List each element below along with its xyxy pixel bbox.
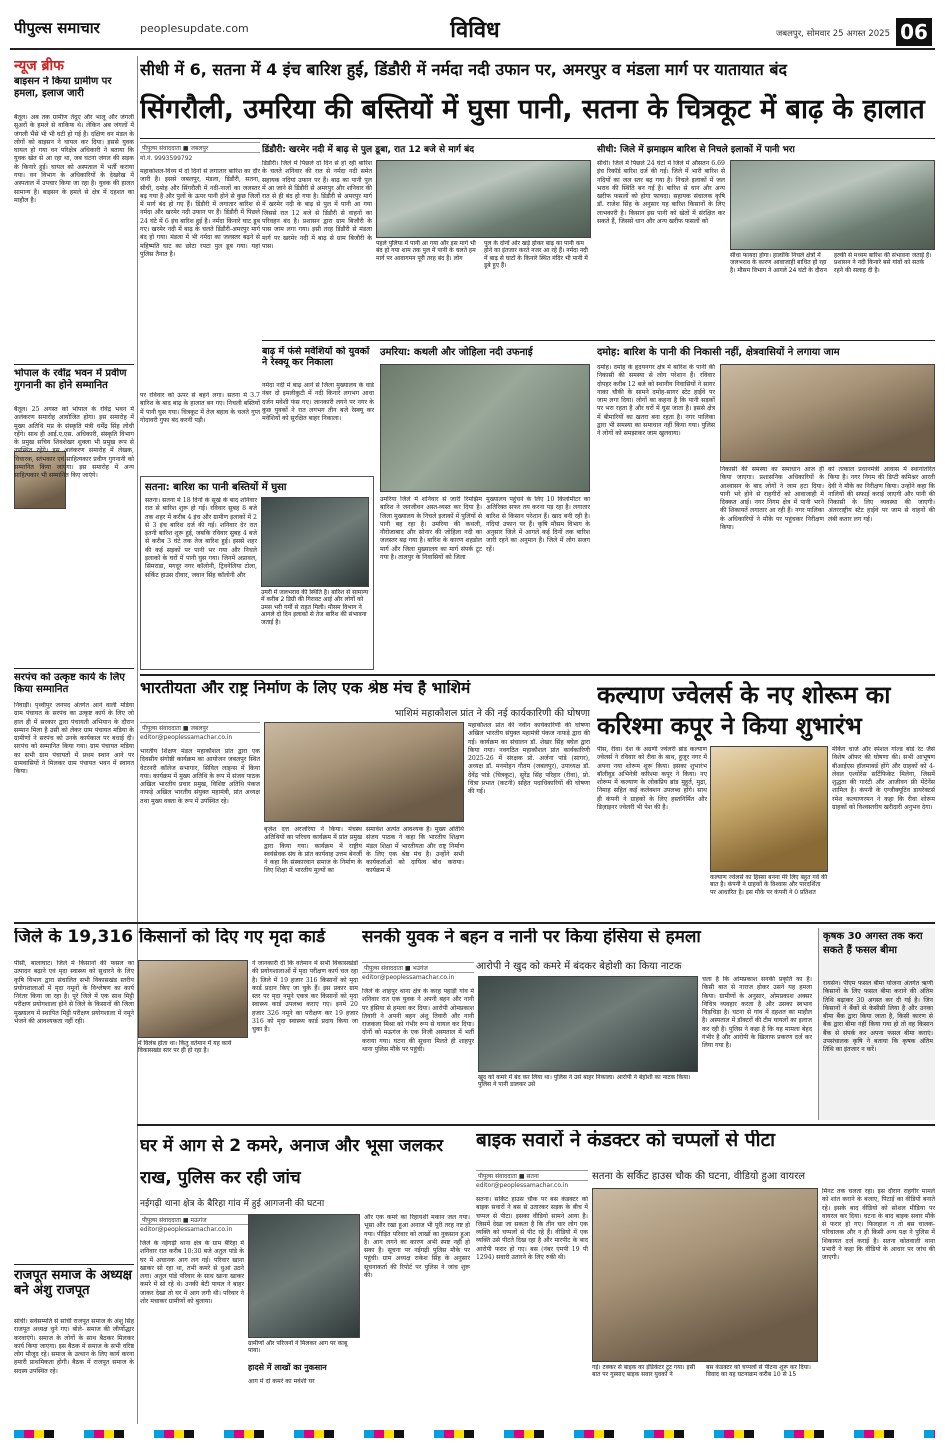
soil-text: पीसीं, बालाघाट। जिले में किसानों की फसल का उत्पादन बढ़ाने एवं मृदा स्वास्थ्य को सुधारने के लिए कृषि विभाग द्वारा संचालित सभी विकासखंड स्तरीय प्रयोगशालाओं में मृदा नमूनों के विश्लेषण का कार्य निरंतर किया जा रहा है। पूरे जिले में एक साथ मिट्टी परीक्षण प्रयोगशाला होने से जिले के किसानों की जिला मुख्यालय में स्थापित मिट्टी परीक्षण प्रयोगशाला में नमूने भेजने की आवश्यकता नहीं रही। xyxy=(14,960,134,1026)
dindori-photo-caption-2: पुल के दोनों ओर खड़े होकर बाढ़ का पानी कम होने का इंतजार करते नजर आ रहे हैं। नर्मदा नदी में बाढ़ से घाटों के किनारे स्थित मंदिर भी पानी में डूबे हुए हैं। xyxy=(484,240,591,330)
bhashim-text-2: बृजेश दत्त अरजरिया ने किया। मंचस्थ अतिथियों का परिचय कार्यक्रम में प्रांत प्रमुख द्वारा किया गया। कार्यक्रम में राष्ट्रीय स्वयंसेवक संघ के प्रांत कार्यवाह उत्तम बेनर्जी ने कहा कि संस्कारवान समाज के निर्माण के लिए शिक्षा में भारतीय मूल्यों का xyxy=(264,826,362,875)
kalyan-text: पीस, रीवा। देश के अग्रणी ज्वेलरी ब्रांड कल्याण ज्वेलर्स ने रविवार को रीवा के बाथ, हुजूर नगर में अपना नया शोरूम शुरू किया। इसका शुभारंभ बॉलीवुड अभिनेत्री करिश्मा कपूर ने किया। नए शोरूम में कल्याण के लोकप्रिय ब्रांड मुहूर्त, मुद्रा, निमाह सहित कई कलेक्शन उपलब्ध होंगे। साथ ही कंपनी ने ग्राहकों के लिए हस्तनिर्मित और डिज़ाइनर ज्वेलरी भी पेश की है। xyxy=(597,746,707,812)
bike-headline: बाइक सवारों ने कंडक्टर को चप्पलों से पीटा xyxy=(476,1130,776,1151)
brief-3-text: निवाड़ी। पृथ्वीपुर जनपद अंतर्गत आने वाली मडिया ग्राम पंचायत के सरपंच का उत्कृष्ट कार्य के लिए जो हाल ही में सरकार द्वारा पंचायती अभियान के दौरान सम्मान मिला है उसी को लेकर ग्राम पंचायत मडिया के ग्रामीणों ने सरपंच को उनके कार्यकाल पर बधाई दी। सरपंच को सम्मानित किया गया। ग्राम पंचायत मडिया का सभी ग्राम पंचायतों में प्रथम स्थान आने पर ग्रामवासियों ने मिलकर ग्राम पंचायत भवन में स्वागत किया। xyxy=(14,702,134,776)
bhashim-text-4: महाकौशल प्रांत की नवीन कार्यकारिणी की घोषणा अखिल भारतीय संयुक्त महामंत्री पंकज नाफड़े द्वारा की गई। कार्यक्रम का संचालन डॉ. शेखर सिंह बघेल द्वारा किया गया। नवगठित महाकौशल प्रांत कार्यकारिणी 2025-26 में संरक्षक प्रो. अर्जना पांडे (सागर), अध्यक्ष डॉ. मनमोहन गौतम (जबलपुर), उपाध्यक्ष डॉ. देवेंद्र पांडे (चित्रकूट), सुरेंद्र सिंह परिहार (रीवा), प्रो. चित्रा प्रभात (कटनी) सहित पदाधिकारियों की घोषणा की गई। xyxy=(468,722,590,796)
insurance-headline: कृषक 30 अगस्त तक करा सकते हैं फसल बीमा xyxy=(823,931,923,956)
news-brief-column xyxy=(14,56,134,1424)
bike-text-2: मिनट तक चलता रहा। इस दौरान राहगीर मामले को शांत कराने के बजाए, पिटाई का वीडियो बनाते रहे। इसके बाद वीडियो को सोशल मीडिया पर वायरल कर दिया। घटना के बाद बाइक सवार मौके से फरार हो गए। फिलहाल न तो बस चालक-परिचालक और न ही किसी अन्य पक्ष ने पुलिस में शिकायत दर्ज कराई है। सतना कोतवाली थाना प्रभारी ने कहा कि वीडियो के आधार पर जांच की जाएगी। xyxy=(822,1188,935,1262)
soil-photo xyxy=(138,960,248,1038)
fire-byline: पीपुल्स संवाददाता ■ मऊगंज xyxy=(140,1214,250,1225)
bike-byline: पीपुल्स संवाददाता ■ सतना xyxy=(476,1170,588,1181)
damoh-headline: दमोह: बारिश के पानी की निकासी नहीं, क्षेत्रवासियों ने लगाया जाम xyxy=(597,347,840,358)
satna-photo xyxy=(261,497,369,587)
insurance-box xyxy=(818,928,935,1120)
dindori-photo-caption-1: पहले पुलिया में पानी आ गया और इस मार्ग भी बंद हो गया शाम तक पुल में पानी के चलते हम मार्ग पर आवागमन पूरी तरह बंद है। लोग xyxy=(376,240,481,330)
bhashim-email[interactable]: editor@peoplessamachar.co.in xyxy=(140,734,233,741)
sickle-accused-photo xyxy=(478,976,698,1072)
brief-1-text: बैतूल। अब तक ग्रामीण तेंदुए और भालू और जंगली सुअरों के हमले से वाकिफ थे। लेकिन अब जंगलों में जंगली भैंसे भी भी घटी हो गई है। दक्षिण वन मंडल के लोगों को बाइसन ने घायल कर दिया। इससे युवक घायल हो गया वन परिक्षेत्र अधिकारी ने बताया कि युवक खेत से आ रहा था, जब घटना जंगल की सड़क के किनारे हुई। घायल को अस्पताल में भर्ती कराया गया। वन विभाग के अधिकारियों के देखरेख में अस्पताल में उपचार किया जा रहा है। युवक की हालत सामान्य है। बाइसन के हमले से क्षेत्र में दहशत का माहौल है। xyxy=(14,114,134,204)
umaria-headline: उमरिया: कथली और जोहिला नदी उफनाई xyxy=(380,347,533,358)
brief-3-title: सरपंच को उत्कृष्ट कार्य के लिए किया सम्मानित xyxy=(14,672,125,695)
site-url[interactable]: peoplesupdate.com xyxy=(140,22,249,35)
section-title: विविध xyxy=(450,18,500,42)
brief-1-title: बाइसन ने किया ग्रामीण पर हमला, इलाज जारी xyxy=(14,76,112,99)
fire-text-2: और एक कमरे का रिहायशी मकान जल गया। भूसा और रखा हुआ अनाज भी पूरी तरह नष्ट हो गया। पीड़ित परिवार को लाखों का नुकसान हुआ है। आग लगने का कारण अभी स्पष्ट नहीं हो सका है। सूचना पर नईगढ़ी पुलिस मौके पर पहुंची। ग्राम अध्यक्ष राकेश सिंह के अनुसार सूचनाकर्ता की रिपोर्ट पर पुलिस ने जांच शुरू की। xyxy=(364,1214,470,1280)
bike-subhead: सतना के सर्किट हाउस चौक की घटना, वीडियो हुआ वायरल xyxy=(592,1171,806,1182)
damoh-protest-photo xyxy=(720,364,935,462)
satna-headline: सतना: बारिश का पानी बस्तियों में घुसा xyxy=(145,482,287,493)
fire-subhead: नईगढ़ी थाना क्षेत्र के बैरिहा गांव में हुई आगजनी की घटना xyxy=(140,1199,325,1209)
umaria-text-1: उमरिया जिले में शनिवार से जारी रिमझिम बारिश ने जनजीवन अस्त-व्यस्त कर दिया है। जिला मुख्यालय के निचले इलाकों में पुलियों से पानी बह रहा है। उमरिया की कथली, नौरोजाबाद और सोनार की जोहिला नदी का जलस्तर बढ़ गया है। बारिश के कारण शहडोल मार्ग और जिला मुख्यालय का मार्ग संपर्क टूट गया है। तालपुर के निवासियों को जिला xyxy=(380,496,482,562)
bhashim-text-3: समावेश अत्यंत आवश्यक है। मुख्य अतिथि संजय पाठक ने कहा कि भारतीय शिक्षण मंडल शिक्षा में भारतीयता और राष्ट्र निर्माण के लिए एक श्रेष्ठ मंच है। उन्होंने सभी कार्यकर्ताओं को दायित्व बोध कराया। कार्यक्रम में xyxy=(366,826,464,875)
kalyan-caption: कल्याण ज्वेलर्स का हिस्सा बनना मेरे लिए बहुत गर्व की बात है। कंपनी ने ग्राहकों के विश्वास और पारदर्शिता पर आधारित है। इस मौके पर कंपनी ने 0 प्रतिशत xyxy=(710,874,828,918)
sidhi-subhead: सीधी: जिले में झमाझम बारिश से निचले इलाकों में पानी भरा xyxy=(597,145,795,155)
lead-phone: मो.नं. 9993599792 xyxy=(140,155,193,162)
bike-caption-1: गई। टक्कर से बाइक का इंडिकेटर टूट गया। इसी बात पर गुस्साए बाइक सवार युवकों ने xyxy=(592,1364,702,1422)
sickle-caption: खुद को कमरे में बंद कर लिया था। पुलिस ने उसे बाहर निकाला। आरोपी ने बेहोशी का नाटक किया। पुलिस ने पानी डालकर उसे xyxy=(478,1074,698,1120)
brief-2-title: भोपाल के रवींद्र भवन में प्रवीण गुगनानी का होने सम्मानित xyxy=(14,368,127,391)
masthead xyxy=(0,0,945,50)
sidhi-photo-caption-1: सीधा फायदा होगा। हालांकि निचले क्षेत्रों में जलभराव के कारण आवाजाही बाधित हो रहा है। मौसम विभाग ने आगले 24 घंटों के दौरान xyxy=(730,252,830,332)
lead-kicker: सीधी में 6, सतना में 4 इंच बारिश हुई, डिंडौरी में नर्मदा नदी उफान पर, अमरपुर व मंडला मार्ग पर यातायात बंद xyxy=(140,60,787,79)
satna-photo-caption: उमरी में जलभराव की स्थिति है। बारिश से सामान्य में करीब 2 डिग्री की गिरावट आई और लोगों को उमस भरी गर्मी से राहत मिली। मौसम विभाग ने आगले दो दिन इलाकों से तेज बारिश की संभावना जताई है। xyxy=(261,589,369,667)
fire-caption: ग्रामीणों और परिजनों ने मिलकर आग पर काबू पाया। xyxy=(248,1340,360,1360)
soil-text-2: ने जानकारी दी कि वर्तमान में सभी विकासखंडों की प्रयोगशालाओं में मृदा परीक्षण कार्य चल रहा है। जिले में 19 हजार 316 किसानों को मृदा कार्ड प्रदान किए जा चुके हैं। इस प्रकार ग्राम स्तर पर मृदा नमूने एकत्र कर किसानों को मृदा स्वास्थ्य कार्ड उपलब्ध कराए गए। इनमें 20 हजार 326 नमूने का परीक्षण कर 19 हजार 316 को मृदा स्वास्थ्य कार्ड प्रदाय किया जा चुका है। xyxy=(252,960,358,1034)
sidhi-photo-caption-2: हल्की से मध्यम बारिश की संभावना जताई है। प्रशासन ने नदी किनारे बसे गांवों को सतर्क रहने की सलाह दी है। xyxy=(834,252,935,332)
soil-caption: में विलंब होता था। किंतु वर्तमान में यह कार्य विकासखंड स्तर पर ही हो रहा है। xyxy=(138,1040,248,1120)
fire-caption-head: हादसे में लाखों का नुकसान xyxy=(248,1363,327,1372)
bike-text: सतना। सर्किट हाउस चौक पर बस कंडक्टर को बाइक सवारों ने बस से उतारकर सड़क के बीच में चप्पल से पीटा। इसका वीडियो सामने आया है। जिसमें देखा जा सकता है कि तीन चार लोग एक व्यक्ति को चप्पलों से पीट रहे हैं। वीडियो में एक व्यक्ति उसे पीटते दिख रहा है और मारपीट के बाद आरोपी फरार हो गए। बस (नंबर एमपी 19 पी 1294) सवारी उतारने के लिए रुकी थी। xyxy=(476,1196,588,1262)
lead-headline: सिंगरौली, उमरिया की बस्तियों में घुसा पानी, सतना के चित्रकूट में बाढ़ के हालात xyxy=(140,94,925,125)
dindori-text: डिंडौरी। जिले में पिछले दो दिन से हो रही बारिश के चलते शनिवार की रात से नर्मदा नदी समेत सहायक नदियां उफान पर हैं। बाढ़ का पानी पुल में आ जाने से डिंडौरी से अमरपुर और शनिवार की रात से ही बंद हो गया है। डिंडौरी से अमरपुर मार्ग में खरमेर नदी के बाढ़ से पुल में पानी आ गया जिससे रात 12 बजे से डिंडौरी से वाहनों का परिवहन बंद है। प्रशासन द्वारा ग्राम बिजौरी के पास जाम लगा गया। इसी तरह डिंडौरी से मंडला मार्ग पर खरमेर नदी में बाढ़ से ग्राम बिजौरी के पास। xyxy=(262,160,372,250)
brief-2-text: बैतूल। 25 अगस्त को भोपाल के रविंद्र भवन में अलंकरण समारोह आयोजित होगा। इस समारोह में मुख्य अतिथि मप्र के संस्कृति मंत्री धर्मेंद्र सिंह लोधी रहेंगे। साथ ही आई.ए.एस. अधिकारी, संस्कृति विभाग के प्रमुख सचिव शिवशेखर शुक्ला भी प्रमुख रूप से उपस्थित रहेंगे। इस अलंकरण समारोह में लेखक, विचारक, स्तंभकार एवं साहित्यकार प्रवीण गुगनानी को सम्मानित किया जाएगा। इस समारोह में अन्य साहित्यकार भी सम्मानित किए जाएंगे। xyxy=(14,406,134,480)
dindori-subhead: डिंडौरी: खरमेर नदी में बाढ़ से पुल डूबा, रात 12 बजे से मार्ग बंद xyxy=(262,145,475,155)
sickle-subhead: आरोपी ने खुद को कमरे में बंदकर बेहोशी का किया नाटक xyxy=(476,961,682,972)
brief-4-title: राजपूत समाज के अध्यक्ष बने अंशु राजपूत xyxy=(14,1268,132,1298)
insurance-text: रायसेन। पीएम फसल बीमा योजना अंतर्गत ऋणी किसानों के लिए फसल बीमा कराने की अंतिम तिथि बढ़ाकर 30 अगस्त कर दी गई है। जिन किसानों ने बैंकों से केसीसी लिया है और उनका बीमा बैंक द्वारा किया जाता है, किसी कारण से बैंक द्वारा बीमा नहीं किया गया हो तो वह किसान बैंक से संपर्क कर अपना फसल बीमा कराएं। उपसंचालक कृषि ने बताया कि कृषक अंतिम तिथि का इंतजार न करें। xyxy=(823,980,933,1054)
bhashim-group-photo xyxy=(264,722,464,822)
sickle-byline: पीपुल्स संवाददाता ■ भउगंज xyxy=(362,962,474,973)
fire-headline: घर में आग से 2 कमरे, अनाज और भूसा जलकर राख, पुलिस कर रही जांच xyxy=(140,1136,444,1188)
sidhi-flood-photo xyxy=(730,160,935,250)
satna-text: सतना। सतना में 18 दिनों के सूखे के बाद शनिवार रात से बारिश शुरू हो गई। रविवार सुबह 8 बजे तक शहर में करीब 4 इंच और ग्रामीण इलाकों में 2 से 3 इंच बारिश दर्ज की गई। शनिवार देर रात इतनी बारिश शुरू हुई, जबकि रविवार सुबह 4 बजे से करीब 3 घंटे तक तेज बारिश हुई। इससे शहर की कई सड़कों पर पानी भर गया और निचले इलाकों के घरों में पानी घुस गया। जिनमें अप्रावल, सिमराडा, मगदूर नगर कॉलोनी, ट्रिवनेलिया टोला, सर्किट हाउस दीवार, जवान सिंह कॉलोनी और xyxy=(145,497,257,579)
satna-box xyxy=(140,476,374,670)
damoh-text-3: को तत्काल प्रधानमंत्री आवास में स्थानांतरित किया है। नगर निगम की डिप्टी कमिश्नर आरती देवी ने मौके का निरीक्षण किया। उन्होंने कहा कि नालियों की सफाई कराई जाएगी और पानी की निकासी के लिए व्यवस्था की जाएगी। अंतरराष्ट्रीय स्टेट हाईवे पर जाम से वाहनों की लंबी कतार लग गई। xyxy=(828,466,935,523)
dindori-flood-photo xyxy=(376,160,591,238)
damoh-text-2: निकासी की समस्या का समाधान आज ही किया जाएगा। प्रशासनिक अधिकारियों के आश्वासन के बाद लोगों ने जाम हटा दिया। पानी भरे होने से राहगीरों को आवाजाही में दिक्कत आई। नगर निगम क्षेत्र में पानी भरने की शिकायतें लगातार आ रही हैं। नगर पालिका के अधिकारियों ने मौके पर पहुंचकर निरीक्षण किया। xyxy=(720,466,824,532)
edition-date: जबलपुर, सोमवार 25 अगस्त 2025 xyxy=(775,29,890,39)
sickle-text: जिले के शाहपुर थाना क्षेत्र के करह पहाड़ी गांव में शनिवार रात एक युवक ने अपनी बहन और नानी पर हंसिया से हमला कर दिया। आरोपी ओमप्रकाश तिवारी ने अपनी बहन अंशु तिवारी और नानी राजकला मिश्रा को गंभीर रूप से घायल कर दिया। दोनों को मऊगंज के एक निजी अस्पताल में भर्ती कराया गया। घटना की सूचना मिलते ही शाहपुर थाना पुलिस मौके पर पहुंची। xyxy=(362,988,474,1054)
fire-damage-photo xyxy=(248,1214,360,1338)
fire-text-3: आग में दो कमरे का मवेशी घर xyxy=(248,1378,315,1385)
bhashim-text-1: भारतीय शिक्षण मंडल महाकौशल प्रांत द्वारा एक दिवसीय संगोष्ठी कार्यक्रम का आयोजन जबलपुर स्थित वेटरनरी कॉलेज सभागार, सिविल लाइन्स में किया गया। कार्यक्रम में मुख्य अतिथि के रूप में संजय पाठक अखिल भारतीय प्रचार प्रमुख, विशिष्ट अतिथि पंकज नाफड़े अखिल भारतीय संयुक्त महामंत्री, प्रांत अध्यक्ष तथा मुख्य वक्ता के रूप में उपस्थित रहे। xyxy=(140,748,260,805)
bhashim-byline: पीपुल्स संवाददाता ■ जबलपुर xyxy=(140,722,260,733)
lead-byline: पीपुल्स संवाददाता ■ जबलपुर xyxy=(140,142,260,153)
page-number: 06 xyxy=(896,18,932,46)
bhashim-headline: भारतीयता और राष्ट्र निर्माण के लिए एक श्रेष्ठ मंच है भाशिमं xyxy=(140,680,471,697)
rescue-headline: बाढ़ में फंसे मवेशियों को युवकों ने रेस्क्यू कर निकाला xyxy=(262,346,370,368)
fire-email[interactable]: editor@peoplessamachar.co.in xyxy=(140,1226,233,1233)
kalyan-showroom-photo xyxy=(710,746,828,872)
kalyan-headline: कल्याण ज्वेलर्स के नए शोरूम का करिश्मा कपूर ने किया शुभारंभ xyxy=(597,681,891,740)
bhashim-subhead: भाशिमं महाकौशल प्रांत ने की नई कार्यकारिणी की घोषणा xyxy=(394,708,590,719)
rescue-text: नर्मदा नदी में बाढ़ आने से जिला मुख्यालय के वार्ड नंबर दो इमलीकुटी में नदी किनारे लगभग आधा दर्जन मवेशी फंस गए। जानकारी लगने पर नगर के कुछ युवकों ने रात लगभग तीन बजे रेस्क्यू कर मवेशियों को सुरक्षित बाहर निकाला। xyxy=(262,382,374,423)
brief-4-text: सांची। सर्वसम्मति से सांची राजपूत समाज के अंशु सिंह राजपूत अध्यक्ष चुने गए। बोले- समाज की जीर्णोद्धार करवाएंगे। समाज के लोगों के साथ बैठकर मिलकर कार्य किया जाएगा। इस बैठक में समाज के सभी वरिष्ठ लोग मौजूद रहे। समाज के उत्थान के लिए कार्य करना हमारी प्राथमिकता होगी। बैठक में राजपूत समाज के सदस्य उपस्थित रहे। xyxy=(14,1318,134,1375)
sickle-text-2: चला है कि ओमप्रकाश सनकी प्रकृति का है। किसी बात से नाराज होकर उसने यह हमला किया। ग्रामीणों के अनुसार, ओमप्रकाश अक्सर विचित्र व्यवहार करता है और उसका स्वभाव चिड़चिड़ा है। घटना से गांव में दहशत का माहौल है। अस्पताल में डॉक्टरों की टीम घायलों का इलाज कर रही है। पुलिस ने कहा है कि यह मामला बेहद गंभीर है और आरोपी के खिलाफ प्रकरण दर्ज कर लिया गया है। xyxy=(702,976,812,1050)
umaria-river-photo xyxy=(380,364,590,492)
soil-headline: जिले के 19,316 किसानों को दिए गए मृदा कार्ड xyxy=(14,928,326,947)
bike-caption-2: बस कंडक्टर को चप्पलों से पीटना शुरू कर दिया। विवाद का यह घटनाक्रम करीब 10 से 15 xyxy=(706,1364,818,1422)
logo: पीपुल्स समाचार xyxy=(14,19,100,37)
bike-email[interactable]: editor@peoplessamachar.co.in xyxy=(476,1182,569,1189)
umaria-text-2: मुख्यालय पहुंचने के लिए 10 किलोमीटर का अतिरिक्त सफर तय करना पड़ रहा है। लगातार बारिश से किसान परेशान हैं। खाद बनी रही है। नदियां उफान पर हैं। कृषि मौसम विभाग के अनुसार जिले में आगले कई दिनों तक बारिश जारी रहने का अनुमान है। जिले में लोग सजग रहें। xyxy=(486,496,590,553)
sickle-headline: सनकी युवक ने बहन व नानी पर किया हंसिया से हमला xyxy=(362,928,701,947)
lead-body: महाकोशल-विंध्य में दो दिनों से लगातार बारिश का दौर जारी है। इससे जबलपुर, मंडला, डिंडौरी, सतना, सीधी, दमोह और सिंगरौली में नदी-नालों का जलस्तर बढ़ गया है और पुलों के ऊपर पानी होने से कुछ जिलों में मार्ग बंद हो गए हैं। डिंडौरी में लगातार बारिश से नर्मदा और खरमेर नदी उफान पर हैं। डिंडौरी में पिछले 24 घंटे में 6 इंच बारिश हुई है। नर्मदा किनारे घाट डूब गए। खरमेर नदी में बाढ़ के चलते डिंडौरी-अमरपुर मार्ग बंद हो गया। मंडला में भी नर्मदा का जलस्तर बढ़ने से महिष्मति घाट का छोटा रपटा पुल डूब गया। यहां पुलिस तैनात है। xyxy=(140,168,260,258)
fire-text: जिले के नईगढ़ी थाना क्षेत्र के ग्राम बैरिहा में शनिवार रात करीब 10:30 बजे अतुल पांडे के घर में अचानक आग लग गई। परिवार खाना खाकर सो रहा था, तभी कमरे से धुआं उठने लगा। अतुल पांडे परिवार के साथ खाना खाकर कमरे में सो रहे थे। उनकी बेटी पायल ने बाहर जाकर देखा तो घर में आग लगी थी। परिवार ने शोर मचाकर ग्रामीणों को बुलाया। xyxy=(140,1240,244,1306)
bike-assault-photo xyxy=(592,1188,818,1362)
sickle-email[interactable]: editor@peoplessamachar.co.in xyxy=(362,974,455,981)
news-brief-label: न्यूज ब्रीफ xyxy=(14,58,64,74)
sidhi-text: सीधी। जिले में पिछले 24 घंटों में जिले में औसतन 6.69 इंच रिकॉर्ड बारिश दर्ज की गई। जिले में भारी बारिश से नदियों का जल स्तर बढ़ गया है। निचले इलाकों में जल भराव की स्थिति बन गई है। बारिश से धान और अन्य खरीफ फसलों को होगा फायदा। सहायक संचालक कृषि डॉ. राजेश सिंह के अनुसार यह बारिश किसानों के लिए लाभकारी है। किसान इस पानी को खेतों में संरक्षित कर सकते हैं, जिससे धान और अन्य खरीफ फसलों को xyxy=(597,160,725,226)
print-color-bar xyxy=(14,1430,935,1438)
lead-continued: पर रविवार को ऊपर से बहने लगा। सतना में 3.7 बारिश के बाद बाढ़ के हालात बन गए। निचली बस्तियों में पानी घुस गया। चित्रकूट में तेज बहाव के चलते गुप्त गोदावरी गुफा बंद करनी पड़ी। xyxy=(140,392,260,424)
damoh-text-1: दमोह। दमोह के हृदयनगर क्षेत्र में बारिश के पानी की निकासी की समस्या से लोग परेशान हैं। रविवार दोपहर करीब 12 बजे को स्थानीय निवासियों ने सागर नाका चौकी के सामने दमोह-सागर स्टेट हाईवे पर जाम लगा दिया। लोगों का कहना है कि पानी सड़कों पर भरा रहता है और घरों में घुस जाता है। इससे क्षेत्र में बीमारियों का खतरा बना रहता है। नगर पालिका द्वारा भी समस्या का समाधान नहीं किया गया। पुलिस ने लोगों को समझाकर जाम खुलवाया। xyxy=(597,364,715,438)
kalyan-text-2: मेकिंग चार्ज और स्पेशल गोल्ड बोर्ड रेट जैसे विशेष ऑफर की घोषणा की। सभी आभूषण बीआईएस हॉलमार्क्ड होंगे और ग्राहकों को 4-लेवल एश्योरेंस सर्टिफिकेट मिलेगा, जिसमें शुद्धता की गारंटी और आजीवन फ्री मेंटेनेंस शामिल है। कंपनी के एग्जीक्यूटिव डायरेक्टर्स रमेश कल्याणरमन ने कहा कि रीवा शोरूम ग्राहकों को विश्वस्तरीय खरीदारी अनुभव देगा। xyxy=(832,746,935,812)
